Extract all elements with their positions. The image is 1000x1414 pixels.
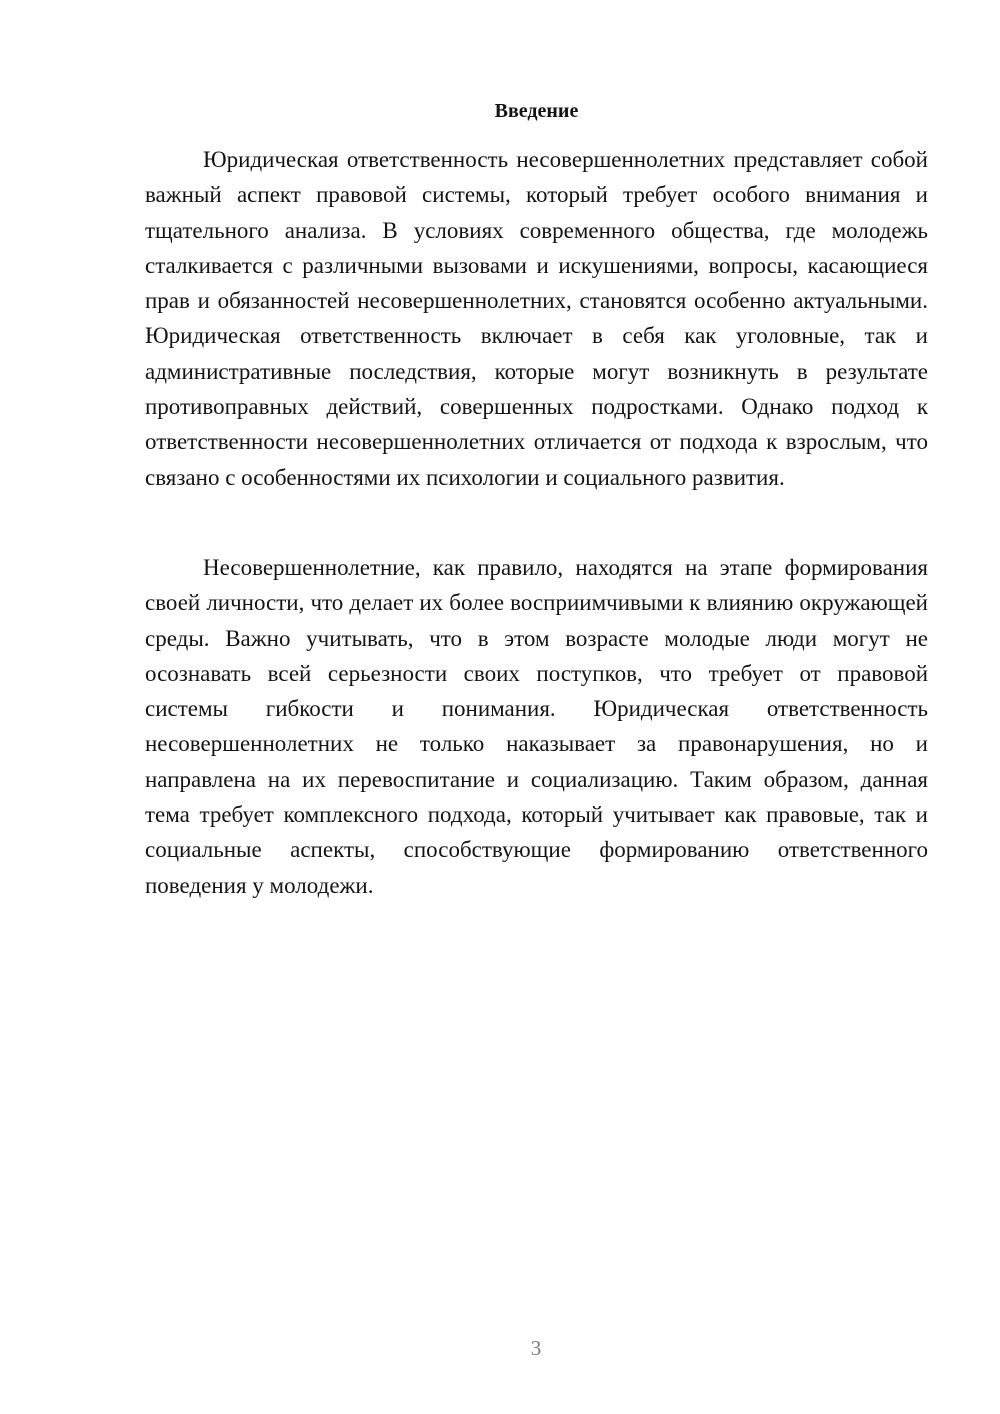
section-heading: Введение [494, 100, 579, 122]
page-number: 3 [530, 1336, 542, 1360]
body-paragraph-2: Несовершеннолетние, как правило, находятся на этапе формирования своей личности, что делает их более восприимчивыми к влиянию окружающей среды. Важно учитывать, что в этом возрасте молодые люди могут не осознавать всей серьезности своих поступков, что требует от правовой системы гибкости и понимания. Юридическая ответственность несовершеннолетних не только наказывает за правонарушения, но и направлена на их перевоспитание и социализацию. Таким образом, данная тема требует комплексного подхода, который учитывает как правовые, так и социальные аспекты, способствующие формированию ответственного поведения у молодежи. [145, 555, 928, 898]
body-paragraph-1: Юридическая ответственность несовершеннолетних представляет собой важный аспект правовой системы, который требует особого внимания и тщательного анализа. В условиях современного общества, где молодежь сталкивается с различными вызовами и искушениями, вопросы, касающиеся прав и обязанностей несовершеннолетних, становятся особенно актуальными. Юридическая ответственность включает в себя как уголовные, так и административные последствия, которые могут возникнуть в результате противоправных действий, совершенных подростками. Однако подход к ответственности несовершеннолетних отличается от подхода к взрослым, что связано с особенностями их психологии и социального развития. [145, 147, 928, 490]
